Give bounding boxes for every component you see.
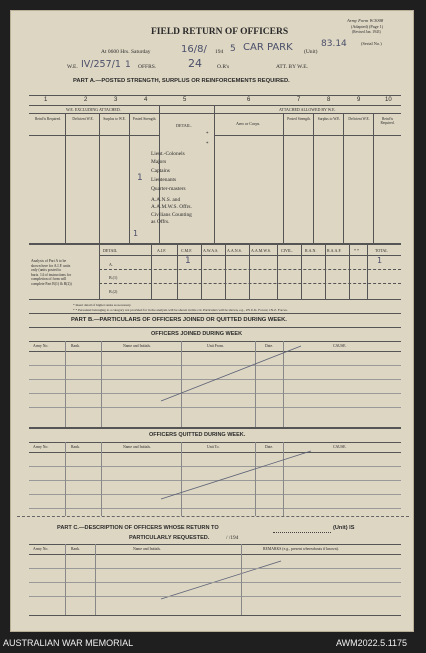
handwritten-lieut: 1 (137, 173, 143, 183)
column-number: 3 (114, 97, 118, 103)
analysis-header: A.I.F. (157, 248, 167, 253)
part-c-unit: (Unit) IS (333, 525, 355, 531)
analysis-line: complete Part B(1) & B(2)) (31, 281, 72, 286)
part-c-heading: PART C.—DESCRIPTION OF OFFICERS WHOSE RETURN TO (57, 525, 219, 531)
handwritten-analysis-total: 1 (377, 256, 383, 265)
column-number: 4 (144, 97, 148, 103)
col-header: Rank. (71, 547, 80, 551)
cancel-stroke (161, 346, 301, 401)
table-rule (29, 596, 401, 597)
col-header: Reinf'ts Required. (35, 117, 61, 121)
column-divider (241, 544, 242, 615)
analysis-row-label: B.(1) (109, 275, 118, 280)
part-a-heading: PART A.—POSTED STRENGTH, SURPLUS OR REINFORCEMENTS REQUIRED. (73, 78, 290, 84)
joined-heading: OFFICERS JOINED DURING WEEK (151, 331, 243, 337)
handwritten-total: 1 (133, 229, 139, 238)
rank-label: A.A.M.W.S. Offrs. (151, 204, 192, 210)
unit-blank (273, 532, 331, 533)
analysis-line: baris. 14 of instructions for (31, 272, 72, 277)
rank-label: Majors (151, 159, 167, 165)
col-header: Deficient W.E. (348, 117, 370, 121)
year-label: 194 (215, 49, 224, 55)
arm-corps-header: Arm or Corps. (236, 121, 261, 126)
col-header: Name and Initials. (133, 547, 161, 551)
column-number: 5 (183, 97, 187, 103)
time-label: At 0600 Hrs. Saturday (101, 49, 151, 55)
handwritten-cmf: 1 (185, 256, 191, 266)
handwritten-serial: 83.14 (321, 39, 347, 49)
col-header: REMARKS (e.g., present whereabouts if known). (263, 547, 339, 551)
serial-label: (Serial No.) (361, 41, 382, 46)
att-label: ATT. BY W.E. (276, 64, 308, 70)
analysis-line: only (units posted to (31, 268, 62, 273)
col-header: CAUSE. (333, 344, 347, 348)
handwritten-we: IV/257/1 (81, 59, 121, 70)
analysis-line: Analysis of Part A to be (31, 259, 67, 263)
column-number: 10 (385, 97, 392, 103)
analysis-header: R.A.A.F. (327, 248, 342, 253)
column-number: 7 (297, 97, 301, 103)
col-header: Reinf'ts Required. (380, 117, 395, 125)
offrs-label: OFFRS. (138, 64, 157, 70)
col-header: Rank. (71, 445, 80, 449)
analysis-header: A.A.M.W.S. (251, 248, 271, 253)
column-number: 1 (44, 97, 48, 103)
analysis-header: TOTAL (375, 248, 388, 253)
table-rule (29, 615, 401, 616)
column-number: 9 (357, 97, 361, 103)
table-rule (29, 544, 401, 545)
analysis-header: DETAIL (103, 248, 118, 253)
form-title: FIELD RETURN OF OFFICERS (151, 27, 289, 37)
ors-label: O.R's (217, 64, 230, 70)
footer-credit: AUSTRALIAN WAR MEMORIAL (3, 638, 134, 648)
cancellation-strokes (11, 11, 414, 632)
col-header: Unit From. (207, 344, 224, 348)
part-b-heading: PART B.—PARTICULARS OF OFFICERS JOINED OR QUITTED DURING WEEK. (71, 317, 287, 323)
handwritten-offrs: 1 (125, 60, 131, 70)
column-divider (95, 544, 96, 615)
col-header: Name and Initials. (123, 344, 151, 348)
footnote: * Insert detail of higher ranks as necessary. (73, 303, 132, 307)
detail-header: DETAIL. (176, 123, 192, 128)
cancel-stroke (161, 561, 281, 599)
we-excluding-header: W.E. EXCLUDING ATTACHED. (66, 107, 121, 112)
analysis-row-label: B.(2) (109, 289, 118, 294)
col-header: Date. (265, 445, 274, 449)
rank-label: Lieut.-Colonels (151, 151, 185, 157)
col-header: Posted Strength. (287, 117, 311, 121)
col-header: Army No. (33, 445, 49, 449)
table-rule (29, 554, 401, 555)
col-header: Deficient W.E. (72, 117, 94, 121)
column-divider (65, 544, 66, 615)
col-header: Unit To. (207, 445, 220, 449)
rank-label: Quarter-masters (151, 186, 186, 192)
handwritten-date: 16/8/ (181, 44, 207, 55)
analysis-line: completion of form will (31, 277, 67, 282)
column-number: 6 (247, 97, 251, 103)
table-rule (29, 568, 401, 569)
cancel-stroke (161, 451, 311, 499)
we-label: W.E. (67, 64, 78, 70)
column-number: 8 (327, 97, 331, 103)
document-page (10, 10, 414, 632)
part-c-date: / /194 (226, 535, 239, 541)
unit-label: (Unit) (304, 49, 318, 55)
analysis-header: CIVIL. (281, 248, 293, 253)
rank-label: A.A.N.S. and (151, 197, 181, 203)
rank-label: as Offrs. (151, 219, 170, 225)
revised-label: (Revised Jan. 1943) (352, 30, 381, 34)
analysis-row-label: A. (109, 262, 113, 267)
part-c-heading-2: PARTICULARLY REQUESTED. (129, 535, 210, 541)
analysis-header: A.A.N.S. (227, 248, 242, 253)
handwritten-year: 5 (230, 44, 236, 54)
analysis-header: C.M.F. (181, 248, 193, 253)
col-header: Surplus to W.E. (317, 117, 341, 121)
col-header: Army No. (33, 344, 49, 348)
col-header: Date. (265, 344, 274, 348)
analysis-header: R.A.N. (305, 248, 317, 253)
footer-accession: AWM2022.5.1175 (336, 638, 408, 648)
handwritten-ors: 24 (188, 57, 202, 70)
col-header: Surplus to W.E. (103, 117, 126, 121)
rank-label: Lieutenants (151, 177, 177, 183)
asterisk: * (206, 142, 209, 147)
quitted-heading: OFFICERS QUITTED DURING WEEK. (149, 432, 246, 438)
col-header: Rank. (71, 344, 80, 348)
col-header: Name and Initials. (123, 445, 151, 449)
analysis-header: * * (354, 248, 359, 253)
adapted-label: (Adapted) (Page 1) (351, 24, 384, 29)
col-header: CAUSE. (333, 445, 347, 449)
table-rule (29, 582, 401, 583)
col-header: Army No. (33, 547, 49, 551)
attached-header: ATTACHED ALLOWED BY W.E. (279, 107, 336, 112)
footnote: * * Personnel belonging to a category not provided for in the analysis will be shown in this col. Particulars will be shown, e.g., 2N U.K. Forces; 1N.Z. Forces. (73, 308, 288, 312)
handwritten-unit: CAR PARK (243, 42, 293, 53)
army-form-code: Army Form W.3008 (347, 18, 384, 23)
col-header: Posted Strength. (132, 117, 157, 121)
column-number: 2 (84, 97, 88, 103)
analysis-line: shown here for A.I.F. units (31, 263, 71, 268)
asterisk: * (206, 132, 209, 137)
rank-label: Civilians Counting (151, 212, 192, 218)
analysis-header: A.W.A.S. (203, 248, 219, 253)
rank-label: Captains (151, 168, 170, 174)
